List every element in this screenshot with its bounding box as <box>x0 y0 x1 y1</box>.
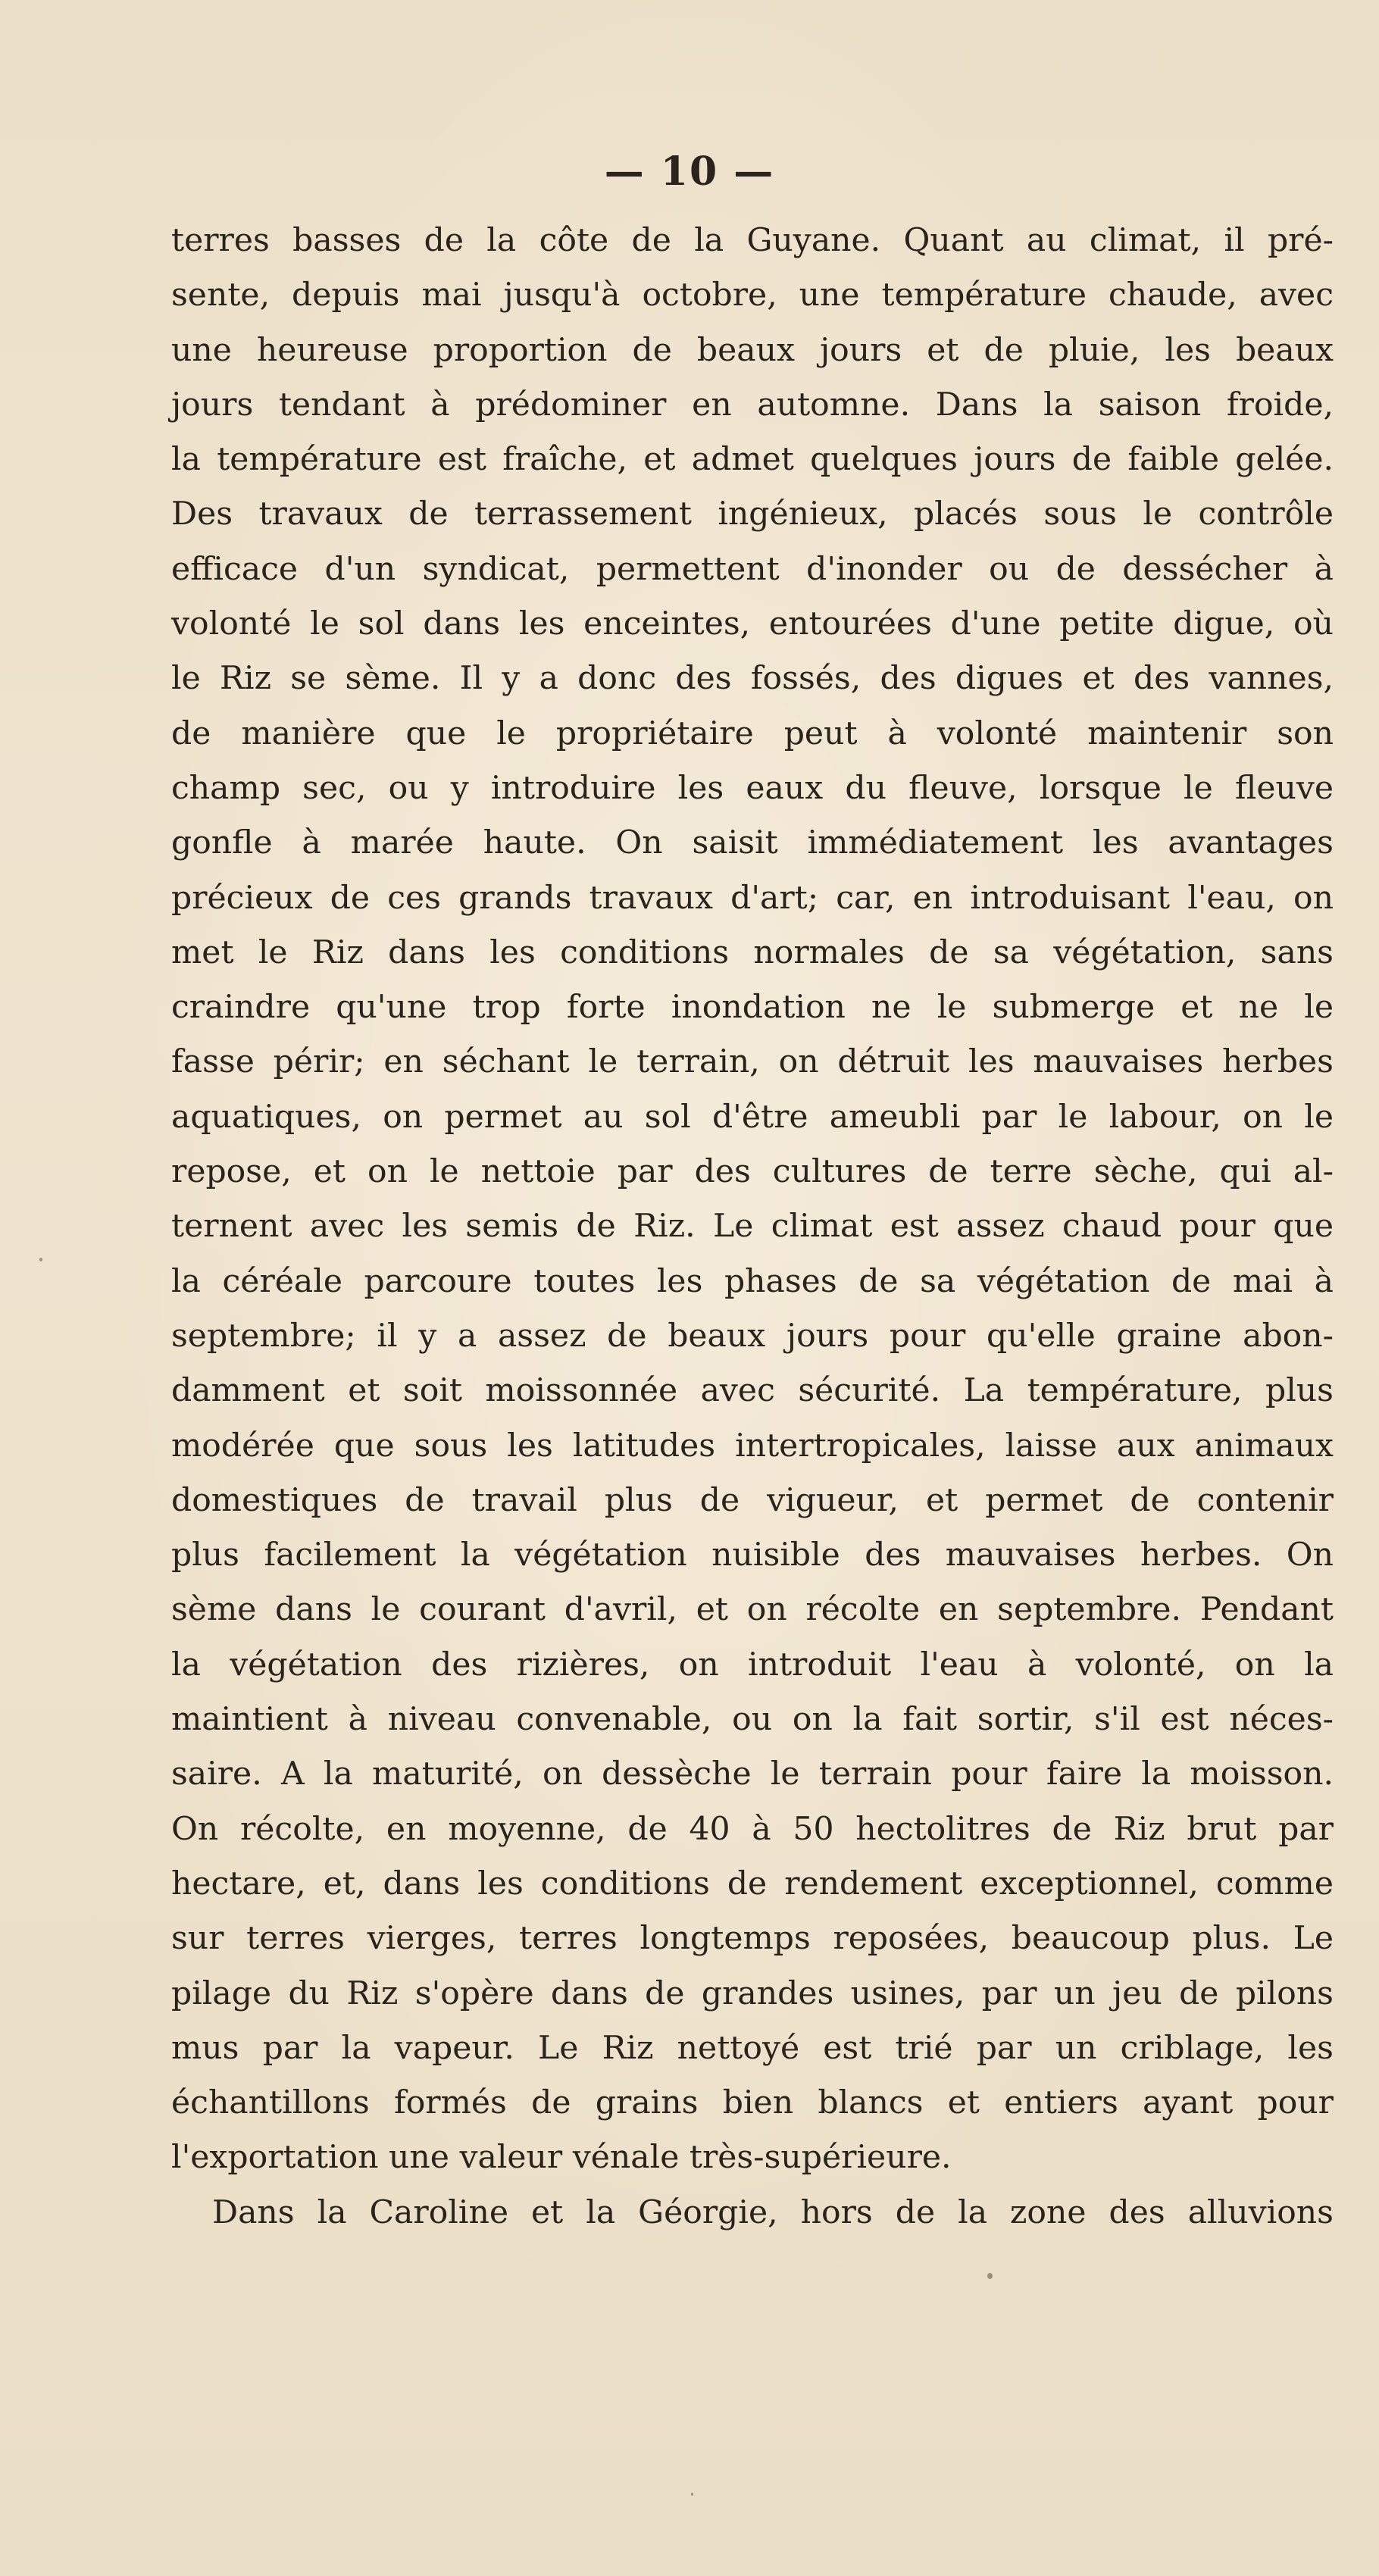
text-line: hectare, et, dans les conditions de rendement exceptionnel, comme <box>171 1865 1334 1902</box>
text-line: fasse périr; en séchant le terrain, on détruit les mauvaises herbes <box>171 1043 1334 1081</box>
text-line: modérée que sous les latitudes intertropicales, laisse aux animaux <box>171 1427 1334 1465</box>
text-line: gonfle à marée haute. On saisit immédiatement les avantages <box>171 824 1334 862</box>
text-line: la végétation des rizières, on introduit l'eau à volonté, on la <box>171 1646 1334 1683</box>
text-line: volonté le sol dans les enceintes, entourées d'une petite digue, où <box>171 605 1334 643</box>
text-line: repose, et on le nettoie par des cultures de terre sèche, qui al- <box>171 1153 1334 1191</box>
text-line: sème dans le courant d'avril, et on récolte en septembre. Pendant <box>171 1591 1334 1629</box>
text-line: la céréale parcoure toutes les phases de sa végétation de mai à <box>171 1262 1334 1300</box>
text-line: terres basses de la côte de la Guyane. Quant au climat, il pré- <box>171 222 1334 259</box>
paragraph-end-line: l'exportation une valeur vénale très-supérieure. <box>171 2139 952 2177</box>
body-text <box>171 214 1334 2240</box>
text-line: jours tendant à prédominer en automne. Dans la saison froide, <box>171 386 1334 424</box>
text-line: damment et soit moissonnée avec sécurité. La température, plus <box>171 1372 1334 1410</box>
text-line: met le Riz dans les conditions normales de sa végétation, sans <box>171 933 1334 971</box>
paper-speck <box>987 2273 993 2279</box>
text-line: plus facilement la végétation nuisible des mauvaises herbes. On <box>171 1537 1334 1574</box>
text-line: de manière que le propriétaire peut à volonté maintenir son <box>171 714 1334 752</box>
text-line: efficace d'un syndicat, permettent d'inonder ou de dessécher à <box>171 550 1334 588</box>
text-line: On récolte, en moyenne, de 40 à 50 hectolitres de Riz brut par <box>171 1810 1334 1848</box>
text-line: sur terres vierges, terres longtemps reposées, beaucoup plus. Le <box>171 1920 1334 1958</box>
text-line: domestiques de travail plus de vigueur, et permet de contenir <box>171 1481 1334 1519</box>
text-line: ternent avec les semis de Riz. Le climat est assez chaud pour que <box>171 1208 1334 1246</box>
text-line: aquatiques, on permet au sol d'être ameubli par le labour, on le <box>171 1098 1334 1136</box>
text-line: maintient à niveau convenable, ou on la fait sortir, s'il est néces- <box>171 1701 1334 1739</box>
text-line: échantillons formés de grains bien blancs et entiers ayant pour <box>171 2084 1334 2122</box>
text-line: craindre qu'une trop forte inondation ne le submerge et ne le <box>171 989 1334 1027</box>
text-line: mus par la vapeur. Le Riz nettoyé est trié par un criblage, les <box>171 2029 1334 2067</box>
text-line: la température est fraîche, et admet quelques jours de faible gelée. <box>171 441 1334 479</box>
text-line: septembre; il y a assez de beaux jours pour qu'elle graine abon- <box>171 1317 1334 1355</box>
paper-speck <box>39 1258 42 1261</box>
text-line: Des travaux de terrassement ingénieux, placés sous le contrôle <box>171 496 1334 533</box>
page-number: — 10 — <box>604 148 775 195</box>
text-line: une heureuse proportion de beaux jours et de pluie, les beaux <box>171 331 1334 369</box>
text-line: champ sec, ou y introduire les eaux du fleuve, lorsque le fleuve <box>171 769 1334 807</box>
text-line: saire. A la maturité, on dessèche le terrain pour faire la moisson. <box>171 1755 1334 1793</box>
text-line: précieux de ces grands travaux d'art; car, en introduisant l'eau, on <box>171 879 1334 917</box>
text-line: pilage du Riz s'opère dans de grandes usines, par un jeu de pilons <box>171 1974 1334 2012</box>
text-line: sente, depuis mai jusqu'à octobre, une température chaude, avec <box>171 277 1334 314</box>
text-line: le Riz se sème. Il y a donc des fossés, des digues et des vannes, <box>171 660 1334 698</box>
paper-speck <box>691 2493 693 2496</box>
paragraph-start-line: Dans la Caroline et la Géorgie, hors de la zone des alluvions <box>212 2193 1334 2231</box>
